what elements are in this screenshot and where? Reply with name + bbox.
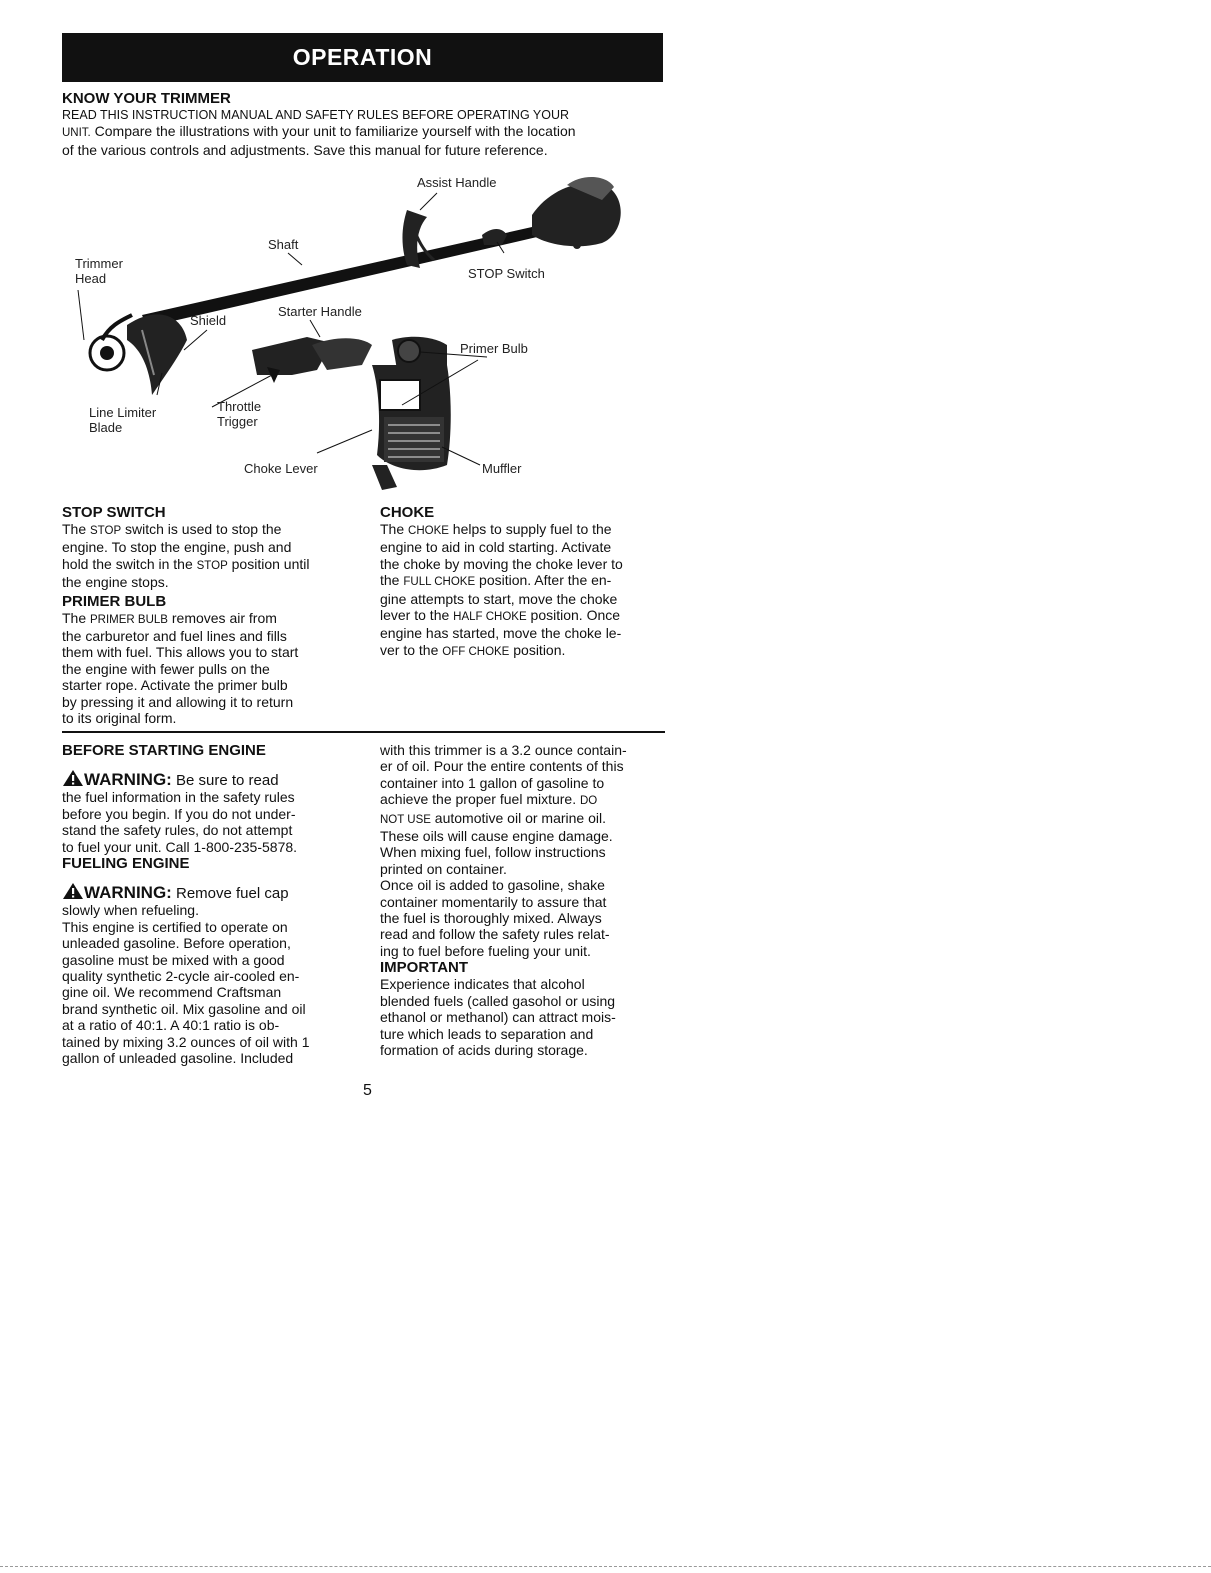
label-shaft: Shaft	[268, 237, 299, 252]
fueling-line: quality synthetic 2-cycle air-cooled en-	[62, 968, 300, 985]
know-your-trimmer-section	[62, 90, 667, 158]
stop-switch-line: engine. To stop the engine, push and	[62, 539, 292, 556]
label-starter-handle: Starter Handle	[278, 304, 362, 319]
before-line: to fuel your unit. Call 1-800-235-5878.	[62, 838, 298, 855]
mix-line: Once oil is added to gasoline, shake	[380, 877, 605, 894]
fueling-line: gallon of unleaded gasoline. Included	[62, 1050, 294, 1067]
label-muffler: Muffler	[482, 461, 522, 476]
important-line: blended fuels (called gasohol or using	[380, 992, 616, 1009]
label-trimmer-head-1: Trimmer	[75, 256, 123, 271]
choke-section	[380, 504, 665, 660]
important-line: Experience indicates that alcohol	[380, 976, 585, 993]
page-number: 5	[363, 1082, 372, 1099]
label-assist-handle: Assist Handle	[417, 175, 497, 190]
choke-line: the choke by moving the choke lever to	[380, 555, 623, 572]
primer-bulb-line: The PRIMER BULB removes air from	[62, 609, 277, 626]
mix-line: er of oil. Pour the entire contents of this	[380, 758, 624, 775]
fueling-line: slowly when refueling.	[62, 902, 199, 919]
mix-line: printed on container.	[380, 860, 507, 877]
page-edge-line	[0, 1566, 1211, 1567]
stop-switch-line: The STOP switch is used to stop the	[62, 521, 282, 537]
choke-line: engine has started, move the choke le-	[380, 625, 622, 642]
label-line-limiter-2: Blade	[89, 420, 123, 435]
important-line: formation of acids during storage.	[380, 1041, 588, 1058]
fueling-line: unleaded gasoline. Before operation,	[62, 935, 291, 952]
label-throttle-2: Trigger	[217, 414, 258, 429]
mix-line: container into 1 gallon of gasoline to	[380, 774, 605, 791]
primer-bulb-line: the carburetor and fuel lines and fills	[62, 628, 287, 645]
know-line-2: UNIT. Compare the illustrations with your unit to familiarize yourself with the location	[62, 123, 576, 140]
primer-bulb-line: to its original form.	[62, 710, 177, 727]
fueling-line: tained by mixing 3.2 ounces of oil with 1	[62, 1033, 310, 1050]
primer-bulb-line: the engine with fewer pulls on the	[62, 660, 270, 677]
before-starting-section	[62, 742, 354, 1067]
choke-line: gine attempts to start, move the choke	[380, 590, 618, 607]
primer-bulb-drawing	[398, 340, 420, 362]
before-line: the fuel information in the safety rules	[62, 789, 295, 806]
label-primer-bulb: Primer Bulb	[460, 341, 528, 356]
label-throttle-1: Throttle	[217, 399, 262, 414]
mix-line: read and follow the safety rules relat-	[380, 926, 610, 943]
trimmer-diagram	[62, 165, 662, 505]
stop-switch-section	[62, 504, 354, 726]
label-line-limiter-1: Line Limiter	[89, 405, 157, 420]
stop-switch-line: hold the switch in the STOP position until	[62, 555, 310, 572]
fueling-warning-line: WARNING: Remove fuel cap	[62, 882, 354, 902]
muffler-drawing	[384, 417, 444, 462]
section-banner: OPERATION	[62, 33, 663, 82]
label-trimmer-head-2: Head	[75, 271, 107, 286]
before-line: before you begin. If you do not under-	[62, 805, 296, 822]
label-choke-lever: Choke Lever	[244, 461, 318, 476]
mix-line: ing to fuel before fueling your unit.	[380, 942, 591, 959]
mix-line: the fuel is thoroughly mixed. Always	[380, 910, 602, 927]
warning-triangle-icon	[62, 769, 84, 787]
know-line-3: of the various controls and adjustments. Save this manual for future reference.	[62, 141, 548, 158]
shield-drawing	[127, 314, 187, 395]
fueling-line: gasoline must be mixed with a good	[62, 951, 285, 968]
choke-line: lever to the HALF CHOKE position. Once	[380, 607, 621, 624]
mix-line: These oils will cause engine damage.	[380, 828, 613, 845]
fuel-mixing-section	[380, 742, 670, 1058]
mix-line: achieve the proper fuel mixture. DO	[380, 791, 598, 808]
important-line: ture which leads to separation and	[380, 1025, 594, 1042]
know-heading: KNOW YOUR TRIMMER	[62, 90, 231, 107]
label-stop-switch: STOP Switch	[468, 266, 545, 281]
mix-line: NOT USE automotive oil or marine oil.	[380, 809, 606, 826]
fueling-line: brand synthetic oil. Mix gasoline and oil	[62, 1000, 306, 1017]
primer-bulb-heading: PRIMER BULB	[62, 592, 167, 610]
mix-line: container momentarily to assure that	[380, 893, 607, 910]
primer-bulb-line: them with fuel. This allows you to start	[62, 644, 299, 661]
section-divider	[62, 731, 665, 733]
before-starting-heading: BEFORE STARTING ENGINE	[62, 742, 266, 759]
important-line: ethanol or methanol) can attract mois-	[380, 1009, 616, 1026]
choke-line: engine to aid in cold starting. Activate	[380, 539, 612, 556]
stop-switch-heading: STOP SWITCH	[62, 504, 166, 521]
mix-line: When mixing fuel, follow instructions	[380, 844, 606, 861]
before-line: stand the safety rules, do not attempt	[62, 822, 293, 839]
choke-line: ver to the OFF CHOKE position.	[380, 641, 566, 658]
stop-switch-line: the engine stops.	[62, 574, 169, 591]
choke-heading: CHOKE	[380, 504, 435, 521]
primer-bulb-line: starter rope. Activate the primer bulb	[62, 677, 288, 694]
know-line-1: READ THIS INSTRUCTION MANUAL AND SAFETY RULES BEFORE OPERATING YOUR	[62, 108, 570, 122]
choke-line: the FULL CHOKE position. After the en-	[380, 572, 612, 589]
primer-bulb-line: by pressing it and allowing it to return	[62, 693, 294, 710]
fueling-heading: FUELING ENGINE	[62, 855, 190, 873]
label-shield: Shield	[190, 313, 227, 328]
fueling-line: This engine is certified to operate on	[62, 918, 288, 935]
important-heading: IMPORTANT	[380, 959, 469, 977]
fueling-line: at a ratio of 40:1. A 40:1 ratio is ob-	[62, 1017, 280, 1034]
choke-line: The CHOKE helps to supply fuel to the	[380, 521, 612, 537]
before-warning-line: WARNING: Be sure to read	[62, 769, 354, 789]
warning-triangle-icon	[62, 882, 84, 900]
fueling-line: gine oil. We recommend Craftsman	[62, 984, 282, 1001]
mix-line: with this trimmer is a 3.2 ounce contain-	[380, 742, 627, 758]
